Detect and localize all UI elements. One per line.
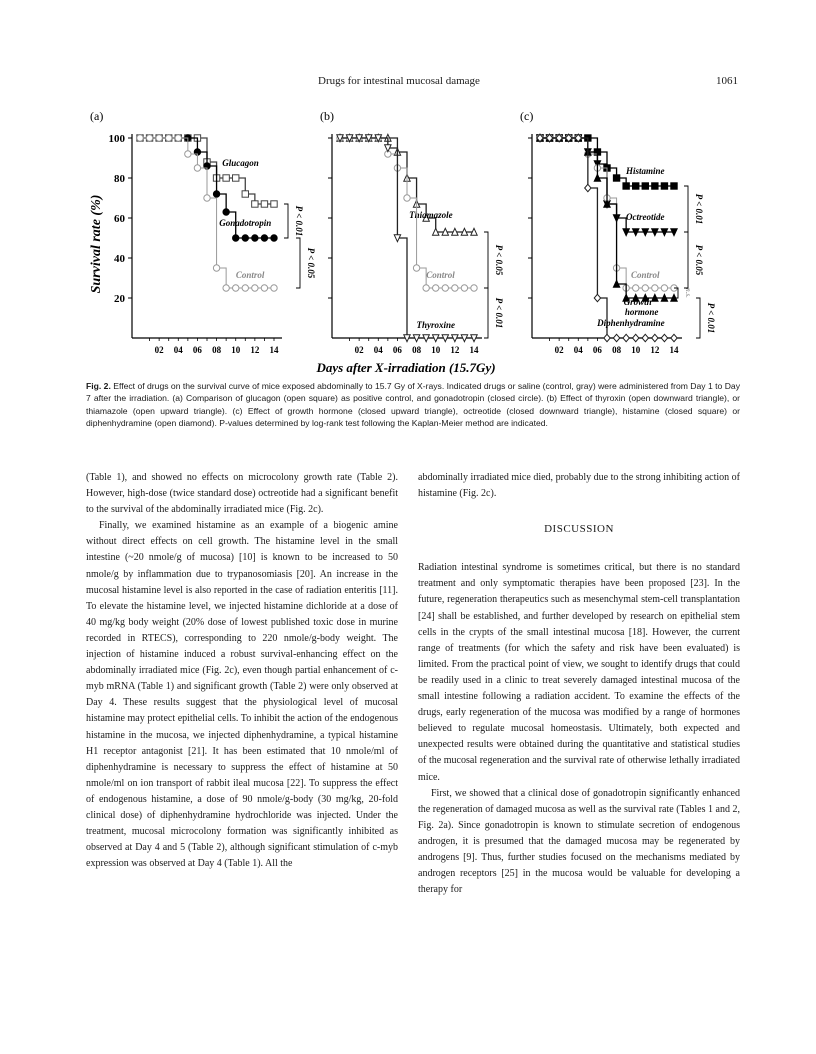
data-point xyxy=(242,285,248,291)
data-point xyxy=(633,183,639,189)
data-point xyxy=(233,235,239,241)
series-label: Growth xyxy=(623,297,652,307)
significance-bracket xyxy=(296,238,300,288)
data-point xyxy=(623,183,629,189)
data-point xyxy=(661,285,667,291)
data-point xyxy=(252,201,258,207)
right-paragraph-1: abdominally irradiated mice died, probably due to the strong inhibiting action of histamine (Fig. 2c). xyxy=(418,472,740,500)
series-label: Control xyxy=(631,270,660,280)
significance-bracket xyxy=(684,232,688,288)
x-tick-label: 02 xyxy=(554,345,564,355)
right-column xyxy=(418,470,740,898)
p-value-annotation: P < 0.01 xyxy=(494,297,504,329)
x-tick-label: 06 xyxy=(592,345,602,355)
data-point xyxy=(242,191,248,197)
figure-caption xyxy=(86,380,740,429)
x-tick-label: 04 xyxy=(173,345,183,355)
series-label: Octreotide xyxy=(626,212,665,222)
data-point xyxy=(613,334,619,341)
x-tick-label: 12 xyxy=(450,345,460,355)
x-tick-label: 06 xyxy=(192,345,202,355)
data-point xyxy=(404,195,410,201)
panel-label: (b) xyxy=(320,109,334,123)
data-point xyxy=(261,235,267,241)
data-point xyxy=(423,285,429,291)
y-tick-label: 20 xyxy=(114,293,125,305)
left-paragraph-2: Finally, we examined histamine as an example of a biogenic amine without direct effects on cell growth. The histamine level in the small intestine (~20 nmole/g of mucosa) [10] is known to be increased to 50 nmole/g by inflammation due to trypanosomiasis [20]. An increase in the mucosal histamine level is also reported in the case of radiation enteritis [11]. To elevate the histamine level, we injected histamine dichloride at a dose of 40 mg/kg body weight (20% dose of lowest published toxic dose in murine recorded in RTECS), corresponding to 220 nmole/g-body weight. The injection of histamine induced a robust survival-enhancing effect on the abdominally irradiated mice (Fig. 2c), even though partial enhancement of c-myb mRNA (Table 1) and significant growth (Table 2) were only observed at Day 4. These results suggest that the physiological level of mucosal histamine may protect epithelial cells. To inhibit the action of the endogenous histamine in the mucosa, we injected diphenhydramine, a typical histamine H1 receptor antagonist [21]. It has been estimated that 10 nmole/ml of diphenhydramine is necessary to suppress the effect of histamine at 50 nmole/ml on ion transport of rabbit ileal mucosa [22]. To suppress the effect of endogenous histamine, a dose of 90 nmole/g-body (30 mg/kg, 20-fold clinical dose) of diphenhydramine hydrochloride was injected. Under the treatment, mucosal microcolony formation was significantly inhibited as observed at Day 4 and 5 (Table 2), although significant stimulation of c-myb expression was observed at Day 4 (Table 1). All the xyxy=(86,520,398,870)
x-tick-label: 14 xyxy=(269,345,279,355)
data-point xyxy=(261,201,267,207)
data-point xyxy=(604,334,610,341)
x-tick-label: 10 xyxy=(231,345,241,355)
series-label: hormone xyxy=(624,307,659,317)
data-point xyxy=(156,135,162,141)
series-label: Control xyxy=(426,270,455,280)
data-point xyxy=(642,334,648,341)
x-tick-label: 14 xyxy=(469,345,479,355)
series-label: Histamine xyxy=(626,166,665,176)
data-point xyxy=(413,265,419,271)
data-point xyxy=(252,235,258,241)
data-point xyxy=(652,183,658,189)
x-tick-label: 08 xyxy=(412,345,422,355)
discussion-heading: DISCUSSION xyxy=(544,523,614,536)
y-tick-label: 60 xyxy=(114,213,125,225)
data-point xyxy=(185,151,191,157)
data-point xyxy=(252,285,258,291)
right-paragraph-2: Radiation intestinal syndrome is sometimes critical, but there is no standard treatment and only symptomatic therapies have been proposed [23]. In the future, regeneration therapeutics such as mesenchymal stem-cell transplantation [24] shall be established, and further developed by research on epithelial stem cells in the crypts of the small intestinal mucosa [18]. However, the current range of treatments (for which the safety and risk have been evaluated) is limited. From the practical point of view, we sought to identify drugs that could be readily used in a clinic to treat severely damaged intestinal mucosa of the small intestine following a radiation accident. To examine the effects of the drugs, early regeneration of the mucosa was modified by a range of hormones believed to regulate mucosal homeostasis. Ultimately, both expected and unexpected results were obtained during the quantitative and statistical studies of the mucosal regeneration and the survival rate of otherwise lethally irradiated mice. xyxy=(418,562,740,783)
data-point xyxy=(213,191,219,197)
data-point xyxy=(471,285,477,291)
data-point xyxy=(271,285,277,291)
x-axis-label: Days after X-irradiation (15.7Gy) xyxy=(316,360,496,375)
running-header xyxy=(0,75,816,91)
x-tick-label: 04 xyxy=(573,345,583,355)
significance-bracket xyxy=(696,298,700,338)
x-tick-label: 06 xyxy=(392,345,402,355)
significance-bracket xyxy=(684,186,688,232)
data-point xyxy=(223,175,229,181)
x-tick-label: 02 xyxy=(354,345,364,355)
x-tick-label: 08 xyxy=(212,345,222,355)
data-point xyxy=(204,195,210,201)
left-paragraph-1: (Table 1), and showed no effects on microcolony growth rate (Table 2). However, high-dose (twice standard dose) octreotide had a significant benefit to the survival of the abdominally irradiated mice (Fig. 2c). xyxy=(86,472,398,516)
series-label: Control xyxy=(235,270,265,280)
significance-bracket xyxy=(284,204,288,238)
y-axis-label: Survival rate (%) xyxy=(89,194,104,294)
data-point xyxy=(623,334,629,341)
data-point xyxy=(633,334,639,341)
data-point xyxy=(213,265,219,271)
data-point xyxy=(175,135,181,141)
p-value-annotation: P < 0.05 xyxy=(694,244,704,276)
data-point xyxy=(661,334,667,341)
p-value-annotation: P < 0.01 xyxy=(294,205,304,237)
left-column xyxy=(86,470,398,872)
data-point xyxy=(146,135,152,141)
y-tick-label: 100 xyxy=(108,133,125,145)
y-tick-label: 80 xyxy=(114,173,125,185)
running-title: Drugs for intestinal mucosal damage xyxy=(318,75,480,87)
significance-bracket xyxy=(484,288,488,338)
data-point xyxy=(233,175,239,181)
page-number: 1061 xyxy=(716,75,738,87)
x-tick-label: 04 xyxy=(373,345,383,355)
panel-label: (a) xyxy=(90,109,104,123)
data-point xyxy=(223,285,229,291)
p-value-annotation: n.s. xyxy=(684,288,692,298)
data-point xyxy=(261,285,267,291)
series-label: Diphenhydramine xyxy=(597,318,665,328)
data-point xyxy=(271,235,277,241)
data-point xyxy=(671,334,677,341)
data-point xyxy=(642,285,648,291)
data-point xyxy=(652,285,658,291)
caption-text: Effect of drugs on the survival curve of mice exposed abdominally to 15.7 Gy of X-rays. Indicated drugs or saline (control, gray) were administered from Day 1 to Day 7 after the irradiation. (a) Comparison of glucagon (open square) as positive control, and gonadotropin (closed circle). (b) Effect of thyroxin (open downward triangle), or thiamazole (open upward triangle). (c) Effect of growth hormone (closed upward triangle), octreotide (closed downward triangle), histamine (closed square) or diphenhydramine (open diamond). P-values determined by log-rank test following the Kaplan-Meier method are indicated. xyxy=(86,381,740,428)
data-point xyxy=(613,175,619,181)
right-paragraph-3: First, we showed that a clinical dose of gonadotropin significantly enhanced the regeneration of damaged mucosa as well as the survival rate (Tables 1 and 2, Fig. 2a). Since gonadotropin is known to stimulate secretion of endogenous androgen, it is presumed that the damaged mucosa may be regenerated by androgens [9]. Thus, further studies focused on the mechanisms mediated by androgen receptors [25] in the mucosa would be valuable for developing a therapy for xyxy=(418,787,740,896)
data-point xyxy=(137,135,143,141)
data-point xyxy=(442,285,448,291)
x-tick-label: 10 xyxy=(631,345,641,355)
data-point xyxy=(594,294,600,301)
survival-figure xyxy=(86,104,746,376)
caption-label: Fig. 2. xyxy=(86,381,111,391)
x-tick-label: 10 xyxy=(431,345,441,355)
data-point xyxy=(166,135,172,141)
x-tick-label: 12 xyxy=(650,345,660,355)
series-label: Glucagon xyxy=(222,158,259,168)
significance-bracket xyxy=(484,232,488,288)
data-point xyxy=(433,285,439,291)
p-value-annotation: P < 0.05 xyxy=(494,244,504,276)
data-point xyxy=(633,285,639,291)
x-tick-label: 12 xyxy=(250,345,260,355)
x-tick-label: 14 xyxy=(669,345,679,355)
y-tick-label: 40 xyxy=(114,253,125,265)
data-point xyxy=(233,285,239,291)
data-point xyxy=(452,285,458,291)
data-point xyxy=(652,334,658,341)
p-value-annotation: P < 0.01 xyxy=(694,193,704,225)
panel-label: (c) xyxy=(520,109,534,123)
x-tick-label: 08 xyxy=(612,345,622,355)
data-point xyxy=(642,183,648,189)
data-point xyxy=(223,209,229,215)
x-tick-label: 02 xyxy=(154,345,164,355)
data-point xyxy=(461,285,467,291)
data-point xyxy=(661,183,667,189)
data-point xyxy=(671,183,677,189)
series-label: Gonadotropin xyxy=(219,218,272,228)
data-point xyxy=(271,201,277,207)
series-label: Thyroxine xyxy=(416,320,455,330)
data-point xyxy=(585,184,591,191)
p-value-annotation: P < 0.05 xyxy=(306,247,316,279)
data-point xyxy=(242,235,248,241)
data-point xyxy=(194,165,200,171)
p-value-annotation: P < 0.01 xyxy=(706,302,716,334)
series-label: Thiamazole xyxy=(409,210,453,220)
